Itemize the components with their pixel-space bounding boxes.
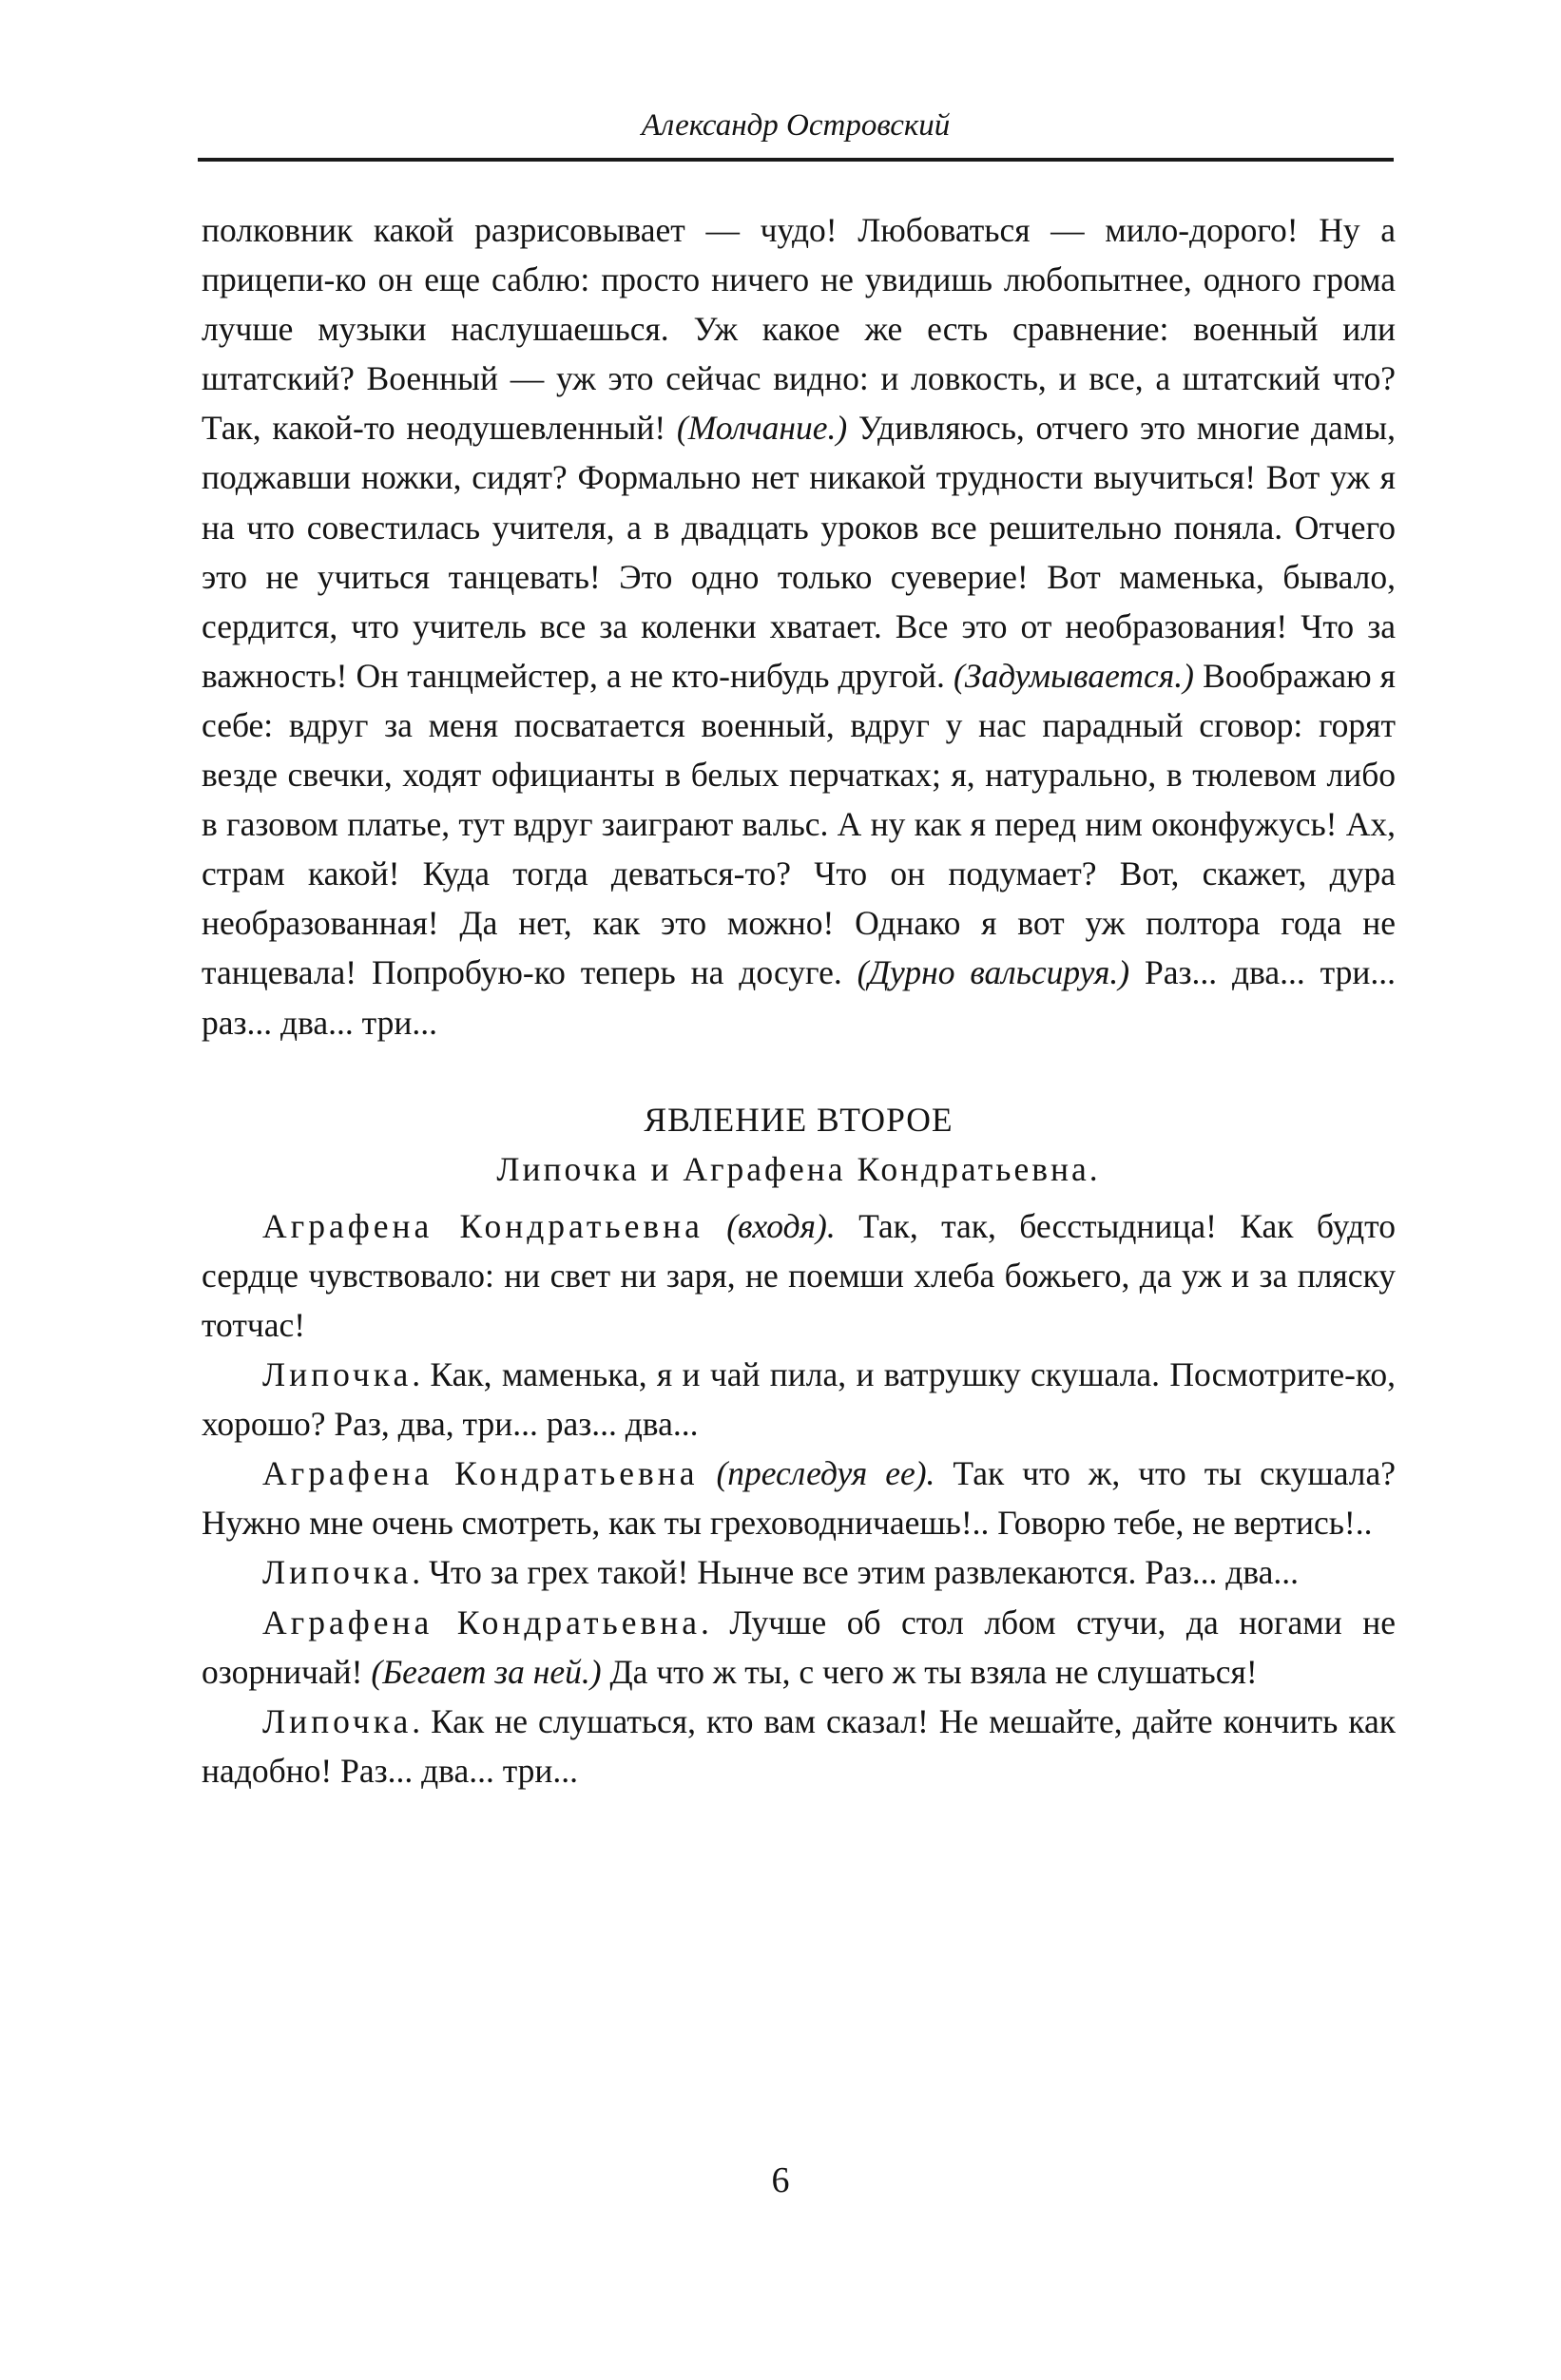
stage-direction: (Задумывается.) <box>953 656 1194 695</box>
line-text: . Как, маменька, я и чай пила, и ватрушку скушала. Посмотрите-ко, хорошо? Раз, два, три... раз... два... <box>202 1355 1396 1444</box>
line-text: Да что ж ты, с чего ж ты взяла не слушаться! <box>601 1652 1258 1691</box>
speaker-name: Липочка <box>262 1553 413 1592</box>
line-text: . Лучше об стол лбом стучи, да ногами не озорничай! <box>202 1603 1396 1691</box>
stage-direction: (Бегает за ней.) <box>371 1652 602 1691</box>
line-text: Так, так, бесстыдница! Как будто сердце чувствовало: ни свет ни заря, не поемши хлеба божьего, да уж и за пляску тотчас! <box>202 1206 1396 1344</box>
stage-direction: (Дурно вальсируя.) <box>857 953 1130 992</box>
line-text: . Как не слушаться, кто вам сказал! Не мешайте, дайте кончить как надобно! Раз... два... три... <box>202 1701 1396 1790</box>
dialogue-line <box>202 1547 1396 1597</box>
speaker-name: Липочка <box>262 1355 413 1394</box>
speaker-name: Аграфена Кондратьевна <box>262 1603 701 1641</box>
stage-direction: (преследуя ее). <box>716 1454 935 1493</box>
speaker-name: Аграфена Кондратьевна <box>262 1454 699 1493</box>
monologue-text-1: полковник какой разрисовывает — чудо! Любоваться — мило-дорого! Ну а прицепи-ко он еще саблю: просто ничего не увидишь любопытнее, одного грома лучше музыки наслушаешься. Уж какое же есть сравнение: военный или штатский? Военный — уж это сейчас видно: и ловкость, и все, а штатский что? Так, какой-то неодушевленный! <box>202 211 1396 448</box>
stage-direction: (Молчание.) <box>676 409 848 448</box>
stage-direction: (входя). <box>726 1206 836 1245</box>
page-number: 6 <box>771 2160 790 2200</box>
running-header <box>198 103 1394 162</box>
speaker-name: Аграфена Кондратьевна <box>262 1206 703 1245</box>
dialogue-line <box>202 1201 1396 1350</box>
speaker-name: Липочка <box>262 1701 413 1740</box>
monologue-text-4: Раз... два... три... раз... два... три... <box>202 953 1396 1042</box>
monologue-text-3: Воображаю я себе: вдруг за меня посватается военный, вдруг у нас парадный сговор: горят везде свечки, ходят официанты в белых перчатках; я, натурально, в тюлевом либо в газовом платье, тут вдруг заиграют вальс. А ну как я перед ним оконфужусь! Ах, страм какой! Куда тогда деваться-то? Что он подумает? Вот, скажет, дура необразованная! Да нет, как это можно! Однако я вот уж полтора года не танцевала! Попробую-ко теперь на досуге. <box>202 656 1397 992</box>
scene-persons: Липочка и Аграфена Кондратьевна. <box>496 1149 1101 1188</box>
text-column <box>202 205 1396 1795</box>
dialogue-line <box>202 1598 1396 1697</box>
line-text: . Что за грех такой! Нынче все этим развлекаются. Раз... два... <box>412 1553 1299 1592</box>
header-author: Александр Островский <box>641 108 951 143</box>
monologue-text-2: Удивляюсь, отчего это многие дамы, поджавши ножки, сидят? Формально нет никакой трудности выучиться! Вот уж я на что совестилась учителя, а в двадцать уроков все решительно поняла. Отчего это не учиться танцевать! Это одно только суеверие! Вот маменька, бывало, сердится, что учитель все за коленки хватает. Все это от необразования! Что за важность! Он танцмейстер, а не кто-нибудь другой. <box>202 409 1396 695</box>
dialogue-line <box>202 1350 1396 1449</box>
scene-title: ЯВЛЕНИЕ ВТОРОЕ <box>644 1100 954 1139</box>
line-text: Так что ж, что ты скушала? Нужно мне очень смотреть, как ты греховодничаешь!.. Говорю тебе, не вертись!.. <box>202 1454 1396 1543</box>
dialogue-line <box>202 1449 1396 1547</box>
dialogue-line <box>202 1697 1396 1795</box>
monologue-paragraph <box>202 205 1396 1047</box>
